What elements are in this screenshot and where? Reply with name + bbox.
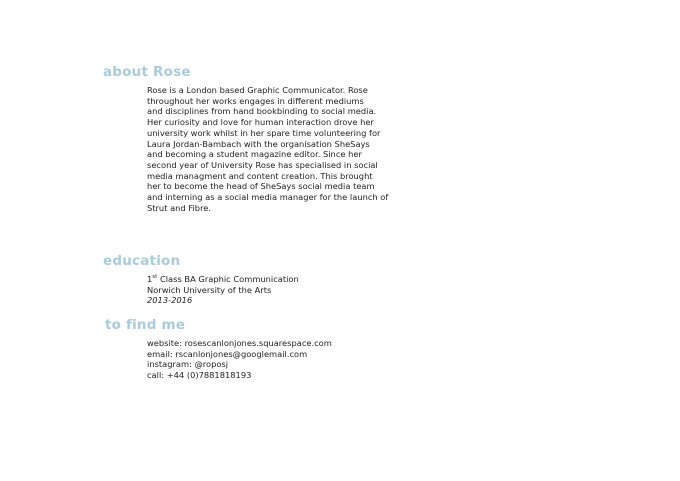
website-link[interactable]: website: rosescanlonjones.squarespace.com — [147, 338, 332, 348]
about-line: media managment and content creation. This brought — [147, 170, 373, 181]
about-line: her to become the head of SheSays social media team — [147, 181, 375, 192]
about-line: and disciplines from hand bookbinding to social media. — [147, 106, 377, 117]
about-line: and interning as a social media manager for the launch of — [147, 192, 389, 203]
about-line: throughout her works engages in different mediums — [147, 95, 364, 106]
email-link[interactable]: email: rscanlonjones@googlemail.com — [147, 348, 308, 359]
institution: Norwich University of the Arts — [147, 284, 272, 295]
about-heading: about Rose — [103, 64, 191, 80]
about-line: Strut and Fibre. — [147, 202, 212, 213]
instagram-handle[interactable]: instagram: @roposj — [147, 359, 229, 370]
contact-heading: to find me — [105, 317, 186, 333]
education-details — [147, 274, 299, 306]
contact-details — [147, 338, 332, 381]
phone-number[interactable]: call: +44 (0)7881818193 — [147, 370, 252, 381]
about-line: Laura Jordan-Bambach with the organisation SheSays — [147, 138, 370, 149]
degree-prefix: 1 — [147, 274, 153, 284]
degree-superscript: st — [152, 274, 158, 281]
about-line: university work whilst in her spare time volunteering for — [147, 127, 381, 138]
about-line: second year of University Rose has specialised in social — [147, 159, 378, 170]
degree-rest: Class BA Graphic Communication — [157, 274, 299, 284]
degree-line — [147, 274, 299, 285]
education-heading: education — [103, 253, 181, 269]
about-line: Her curiosity and love for human interaction drove her — [147, 117, 374, 128]
about-line: and becoming a student magazine editor. Since her — [147, 149, 362, 160]
education-years: 2013-2016 — [147, 295, 193, 306]
about-line: Rose is a London based Graphic Communicator. Rose — [147, 85, 368, 95]
about-paragraph — [147, 85, 388, 213]
